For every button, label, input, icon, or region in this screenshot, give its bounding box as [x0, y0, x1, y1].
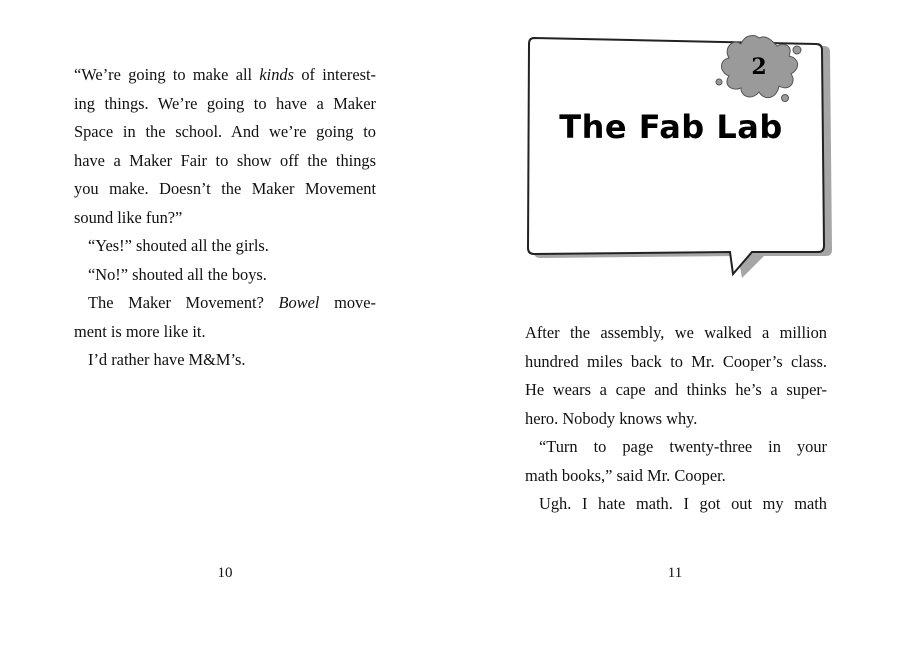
text-line: you make. Doesn’t the Maker Movement	[74, 179, 376, 198]
text-line: “We’re going to make all kinds of interest-	[74, 65, 376, 84]
text-line: “No!” shouted all the boys.	[88, 264, 267, 284]
right-page	[450, 0, 900, 654]
chapter-number: 2	[751, 54, 767, 80]
page-number: 10	[217, 565, 233, 581]
left-page-body	[74, 61, 376, 375]
text-line: After the assembly, we walked a million	[525, 323, 827, 342]
text-line: He wears a cape and thinks he’s a super-	[525, 380, 827, 399]
chapter-title: The Fab Lab	[559, 108, 783, 146]
text-line: math books,” said Mr. Cooper.	[525, 465, 726, 485]
text-line: ment is more like it.	[74, 321, 206, 341]
text-line: “Yes!” shouted all the girls.	[88, 236, 269, 255]
text-line: I’d rather have M&M’s.	[88, 350, 246, 369]
emphasis-word: Bowel	[278, 293, 320, 312]
page-number: 11	[667, 565, 683, 581]
text-line: Ugh. I hate math. I got out my math	[539, 494, 827, 513]
emphasis-word: kinds	[259, 65, 295, 84]
text-line: hundred miles back to Mr. Cooper’s class.	[525, 351, 827, 371]
text-line: have a Maker Fair to show off the things	[74, 150, 376, 170]
text-line: sound like fun?”	[74, 207, 183, 227]
text-line: ing things. We’re going to have a Maker	[74, 93, 376, 113]
speech-bubble-icon	[526, 30, 832, 280]
text-line: hero. Nobody knows why.	[525, 408, 698, 428]
text-line: “Turn to page twenty-three in your	[539, 437, 827, 456]
text-line: Space in the school. And we’re going to	[74, 122, 376, 141]
text-line: The Maker Movement? Bowel move-	[88, 293, 376, 312]
right-page-body	[525, 319, 827, 519]
chapter-heading	[526, 30, 832, 280]
